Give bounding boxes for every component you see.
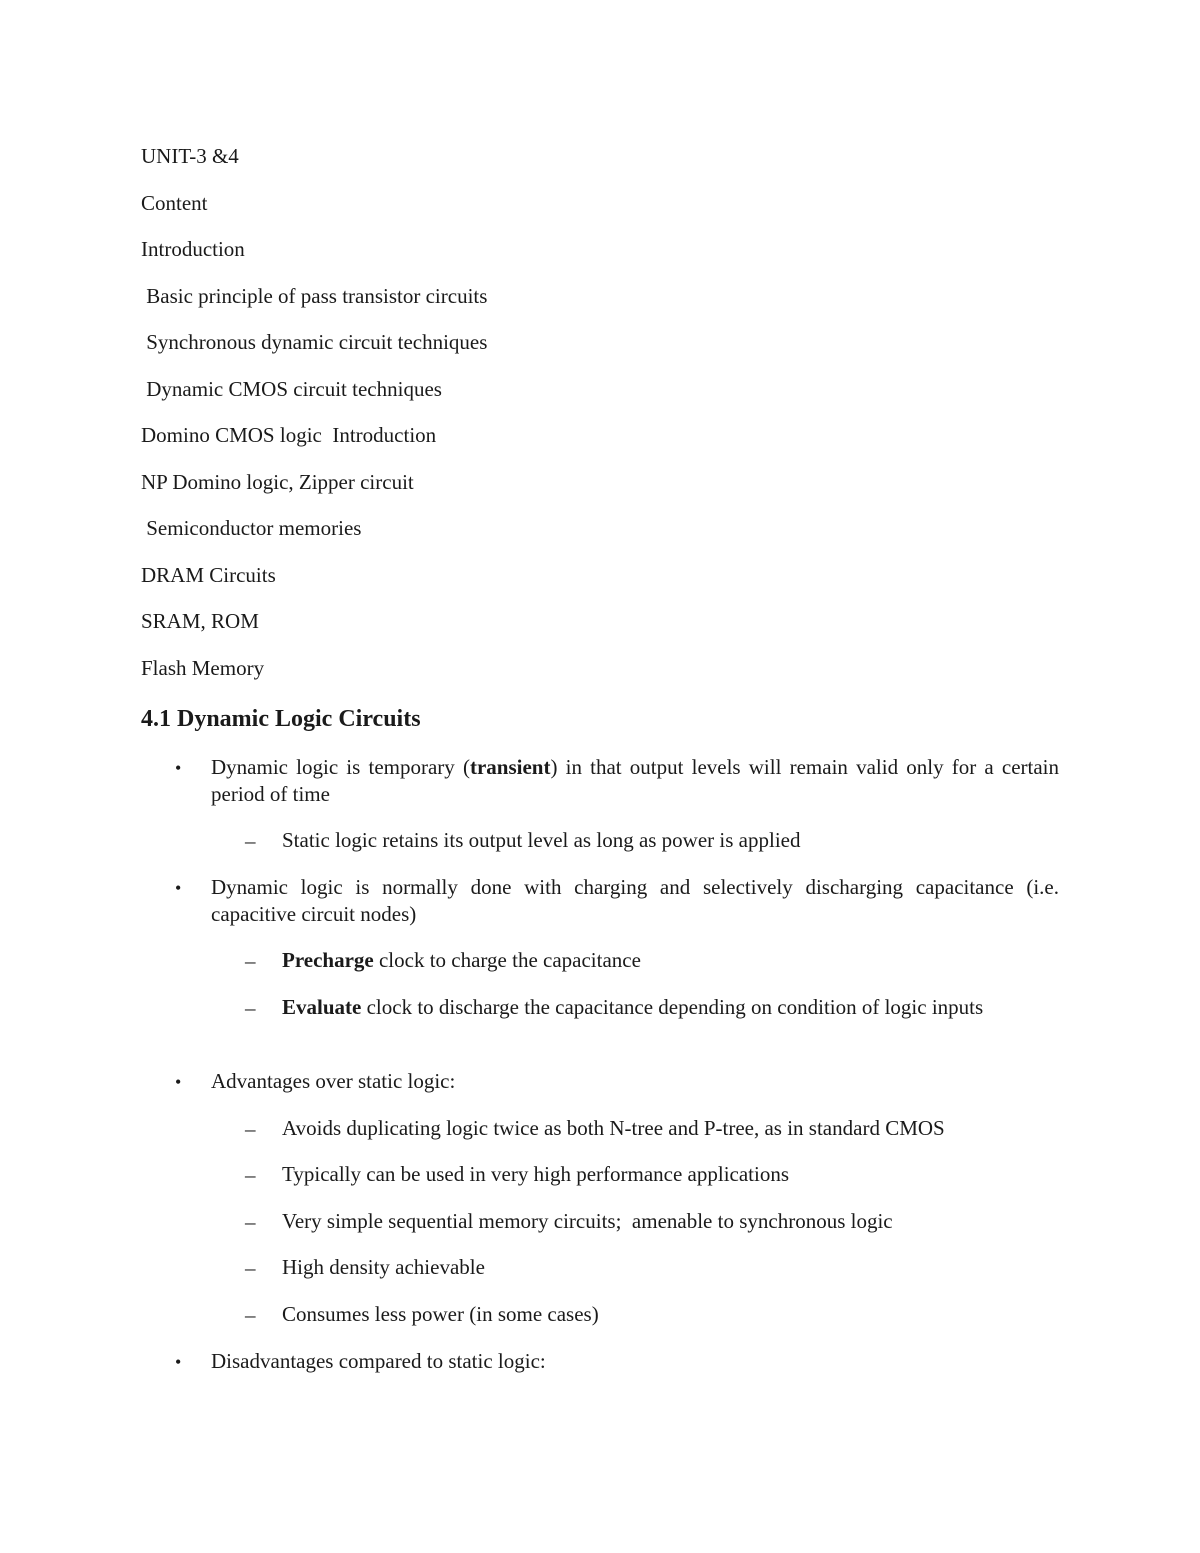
bold-term: Precharge bbox=[282, 948, 374, 972]
toc-item: NP Domino logic, Zipper circuit bbox=[141, 470, 414, 494]
dash-icon: – bbox=[245, 1256, 256, 1280]
toc-item: Semiconductor memories bbox=[141, 516, 362, 540]
sub-bullet-paragraph: Avoids duplicating logic twice as both N-tree and P-tree, as in standard CMOS bbox=[282, 1116, 945, 1140]
toc-item: Domino CMOS logic Introduction bbox=[141, 423, 437, 447]
sub-bullet-paragraph: Static logic retains its output level as long as power is applied bbox=[282, 828, 801, 852]
dash-icon: – bbox=[245, 1163, 256, 1187]
content-label: Content bbox=[141, 191, 208, 215]
dash-icon: – bbox=[245, 1303, 256, 1327]
sub-bullet-paragraph: High density achievable bbox=[282, 1255, 485, 1279]
toc-item: SRAM, ROM bbox=[141, 609, 259, 633]
text-span: clock to discharge the capacitance depending on condition of logic inputs bbox=[361, 995, 984, 1019]
dash-icon: – bbox=[245, 949, 256, 973]
sub-bullet-paragraph: Very simple sequential memory circuits; amenable to synchronous logic bbox=[282, 1209, 893, 1233]
bold-term: Evaluate bbox=[282, 995, 362, 1019]
dash-icon: – bbox=[245, 1210, 256, 1234]
toc-item: Flash Memory bbox=[141, 656, 265, 680]
toc-item: Dynamic CMOS circuit techniques bbox=[141, 377, 442, 401]
sub-bullet-paragraph: Typically can be used in very high performance applications bbox=[282, 1162, 790, 1186]
bullet-icon: • bbox=[175, 1072, 182, 1092]
toc-item: Basic principle of pass transistor circuits bbox=[141, 284, 488, 308]
dash-icon: – bbox=[245, 1117, 256, 1141]
bullet-icon: • bbox=[175, 878, 182, 898]
bullet-icon: • bbox=[175, 1352, 182, 1372]
section-heading: 4.1 Dynamic Logic Circuits bbox=[141, 706, 421, 732]
toc-item: Introduction bbox=[141, 237, 245, 261]
bullet-icon: • bbox=[175, 758, 182, 778]
sub-bullet-paragraph: Consumes less power (in some cases) bbox=[282, 1302, 599, 1326]
text-span: clock to charge the capacitance bbox=[373, 948, 641, 972]
bullet-paragraph: Disadvantages compared to static logic: bbox=[211, 1349, 546, 1373]
toc-item: DRAM Circuits bbox=[141, 563, 276, 587]
toc-item: Synchronous dynamic circuit techniques bbox=[141, 330, 488, 354]
bullet-paragraph bbox=[211, 754, 1059, 808]
text-span: Dynamic logic is temporary ( bbox=[211, 755, 470, 779]
bullet-paragraph: Dynamic logic is normally done with charging and selectively discharging capacitance (i.e. capacitive circuit nodes) bbox=[211, 875, 1059, 926]
dash-icon: – bbox=[245, 996, 256, 1020]
dash-icon: – bbox=[245, 829, 256, 853]
sub-bullet-paragraph bbox=[282, 947, 1059, 974]
unit-title: UNIT-3 &4 bbox=[141, 144, 239, 168]
text-span: ) in that output levels will remain valid only for a certain period of time bbox=[211, 755, 1060, 806]
bold-term: transient bbox=[469, 755, 551, 779]
bullet-paragraph: Advantages over static logic: bbox=[211, 1069, 456, 1093]
sub-bullet-paragraph bbox=[282, 994, 1059, 1021]
